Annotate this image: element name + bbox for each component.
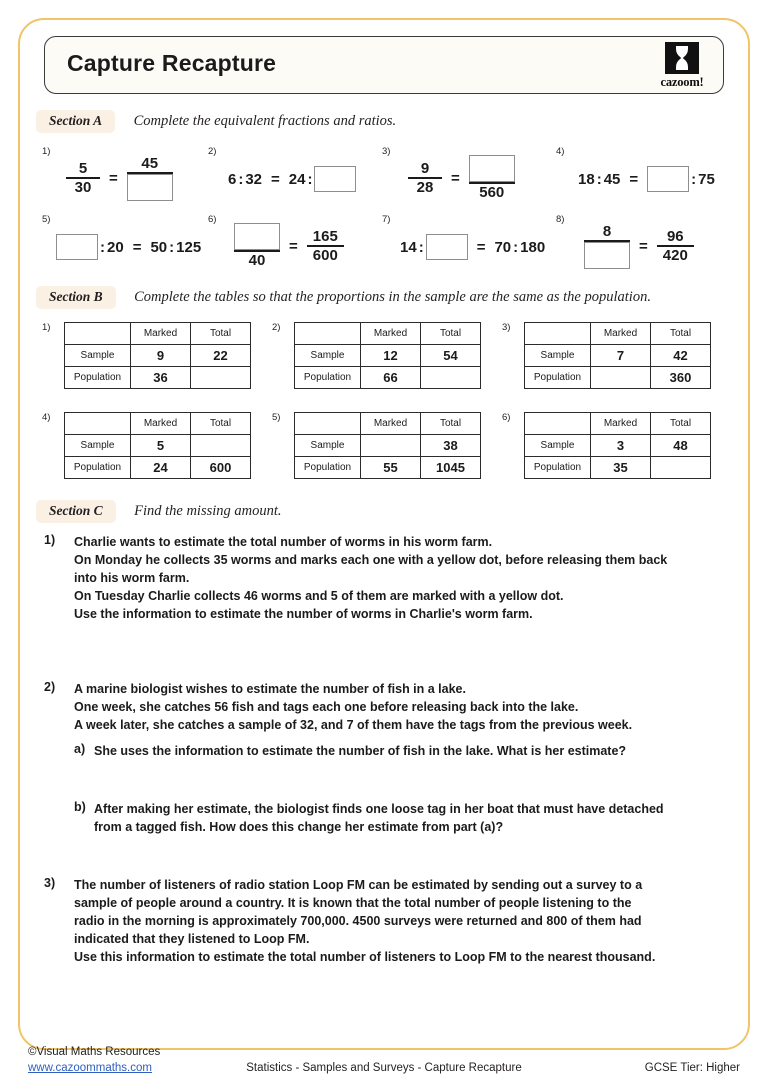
- cell-sample-total[interactable]: 54: [421, 345, 481, 367]
- cell-sample-total[interactable]: 22: [191, 345, 251, 367]
- ratio-term-a: 18: [578, 170, 595, 188]
- equals-sign: =: [132, 238, 142, 256]
- part-label: b): [74, 800, 86, 814]
- section-a-question-1: [42, 146, 212, 212]
- question-number: 4): [556, 146, 565, 157]
- equals-sign: =: [629, 170, 639, 188]
- denominator: 600: [312, 247, 338, 264]
- corner-cell: [295, 413, 361, 435]
- cell-population-total[interactable]: 1045: [421, 457, 481, 479]
- table-row: [525, 413, 711, 435]
- table-row: [295, 413, 481, 435]
- ratio-term-c: 24: [288, 170, 306, 188]
- part-text: [94, 800, 664, 836]
- fraction-left: [234, 223, 280, 269]
- fraction-right: [127, 155, 173, 201]
- section-c-header: [36, 500, 282, 522]
- column-header-marked: Marked: [131, 413, 191, 435]
- cell-sample-marked[interactable]: 12: [361, 345, 421, 367]
- column-header-total: Total: [421, 413, 481, 435]
- ratio-colon: :: [307, 170, 313, 188]
- question-number: 7): [382, 214, 391, 225]
- cell-population-marked[interactable]: 35: [591, 457, 651, 479]
- table-row: [295, 345, 481, 367]
- section-b-chip: Section B: [36, 286, 116, 309]
- ratio-term-a: 6: [228, 170, 237, 188]
- question-number: 3): [382, 146, 391, 157]
- corner-cell: [65, 413, 131, 435]
- text-line: On Monday he collects 35 worms and marks each one with a yellow dot, before releasing them back: [74, 553, 668, 567]
- row-label-population: Population: [295, 457, 361, 479]
- table-number: 1): [42, 322, 51, 333]
- section-a-question-2: [208, 146, 378, 212]
- section-b-table-4: [64, 412, 251, 479]
- equals-sign: =: [451, 169, 460, 187]
- question-number: 3): [44, 876, 56, 890]
- row-label-sample: Sample: [525, 435, 591, 457]
- denominator: 28: [416, 179, 434, 196]
- fraction-right: [307, 228, 344, 264]
- ratio-term-d: 180: [520, 238, 546, 256]
- answer-box[interactable]: [469, 155, 515, 182]
- text-line: Use the information to estimate the number of worms in Charlie's worm farm.: [74, 607, 533, 621]
- text-line: The number of listeners of radio station Loop FM can be estimated by sending out a survey to a: [74, 878, 643, 892]
- cell-population-marked[interactable]: 24: [131, 457, 191, 479]
- section-c-chip: Section C: [36, 500, 116, 523]
- text-line: A marine biologist wishes to estimate the number of fish in a lake.: [74, 682, 466, 696]
- footer-tier: GCSE Tier: Higher: [644, 1062, 740, 1074]
- section-a-question-8: [556, 214, 736, 280]
- text-line: Charlie wants to estimate the total number of worms in his worm farm.: [74, 535, 493, 549]
- section-a-question-7: [382, 214, 565, 280]
- numerator: 165: [312, 228, 338, 245]
- cazoom-logo: [653, 42, 711, 90]
- question-text: [74, 533, 667, 623]
- table-number: 4): [42, 412, 51, 423]
- table-row: [65, 413, 251, 435]
- question-number: 1): [44, 533, 56, 547]
- denominator: 420: [662, 247, 688, 264]
- cell-population-marked[interactable]: 36: [131, 367, 191, 389]
- part-label: a): [74, 742, 86, 756]
- cell-population-total[interactable]: [191, 367, 251, 389]
- text-line: Use this information to estimate the total number of listeners to Loop FM to the nearest thousand.: [74, 950, 656, 964]
- cell-sample-marked[interactable]: [361, 435, 421, 457]
- ratio-colon: :: [513, 238, 519, 256]
- section-b-table-6: [524, 412, 711, 479]
- text-line: sample of people around a country. It is known that the total number of people listening to the: [74, 896, 632, 910]
- section-a-question-3: [382, 146, 552, 212]
- row-label-population: Population: [295, 367, 361, 389]
- denominator: 560: [479, 184, 505, 201]
- cell-sample-marked[interactable]: 9: [131, 345, 191, 367]
- row-label-population: Population: [65, 367, 131, 389]
- hourglass-icon: [665, 42, 699, 74]
- question-number: 8): [556, 214, 565, 225]
- table-row: [525, 367, 711, 389]
- ratio-colon: :: [418, 238, 424, 256]
- table-row: [65, 323, 251, 345]
- section-b-table-1: [64, 322, 251, 389]
- table-number: 6): [502, 412, 511, 423]
- cell-population-total[interactable]: 360: [651, 367, 711, 389]
- answer-box[interactable]: [56, 234, 98, 260]
- table-row: [295, 323, 481, 345]
- answer-box[interactable]: [127, 174, 173, 201]
- table-number: 3): [502, 322, 511, 333]
- question-text: [74, 680, 632, 734]
- fraction-left: [408, 160, 442, 196]
- table-row: [295, 367, 481, 389]
- footer-topic: Statistics - Samples and Surveys - Capture Recapture: [246, 1062, 522, 1074]
- numerator: 96: [666, 228, 684, 245]
- table-row: [525, 457, 711, 479]
- denominator: 40: [248, 252, 266, 269]
- fraction-left: [584, 223, 630, 269]
- cell-sample-total[interactable]: 48: [651, 435, 711, 457]
- cell-population-total[interactable]: [421, 367, 481, 389]
- answer-box[interactable]: [647, 166, 689, 192]
- ratio-term-b: 45: [603, 170, 621, 188]
- copyright-text: ©Visual Maths Resources: [28, 1046, 161, 1058]
- row-label-population: Population: [65, 457, 131, 479]
- text-line: She uses the information to estimate the number of fish in the lake. What is her estimate?: [94, 744, 627, 758]
- table-number: 5): [272, 412, 281, 423]
- section-b-table-5: [294, 412, 481, 479]
- row-label-population: Population: [525, 457, 591, 479]
- question-text: [74, 876, 655, 966]
- row-label-sample: Sample: [295, 345, 361, 367]
- ratio-term-b: 20: [107, 238, 124, 256]
- corner-cell: [525, 323, 591, 345]
- page-footer: [0, 1044, 768, 1086]
- cell-population-total[interactable]: 600: [191, 457, 251, 479]
- equals-sign: =: [271, 170, 280, 188]
- section-b-description: Complete the tables so that the proportions in the sample are the same as the population.: [134, 289, 651, 305]
- section-b-header: [36, 286, 651, 308]
- worksheet-title-bar: [44, 36, 724, 94]
- column-header-marked: Marked: [131, 323, 191, 345]
- ratio-colon: :: [596, 170, 602, 188]
- part-text: [94, 742, 626, 760]
- corner-cell: [65, 323, 131, 345]
- ratio-colon: :: [100, 238, 105, 256]
- table-row: [65, 367, 251, 389]
- numerator: 5: [78, 160, 88, 177]
- ratio-term-d: 75: [698, 170, 715, 188]
- text-line: indicated that they listened to Loop FM.: [74, 932, 310, 946]
- logo-wordmark: cazoom!: [660, 75, 704, 89]
- question-number: 5): [42, 214, 51, 225]
- row-label-sample: Sample: [65, 345, 131, 367]
- column-header-marked: Marked: [591, 323, 651, 345]
- row-label-sample: Sample: [65, 435, 131, 457]
- cell-population-marked[interactable]: 55: [361, 457, 421, 479]
- table-row: [525, 345, 711, 367]
- text-line: radio in the morning is approximately 700,000. 4500 surveys were returned and 800 of them had: [74, 914, 642, 928]
- ratio-colon: :: [169, 238, 175, 256]
- text-line: A week later, she catches a sample of 32, and 7 of them have the tags from the previous week.: [74, 718, 633, 732]
- table-row: [65, 435, 251, 457]
- column-header-total: Total: [191, 413, 251, 435]
- table-row: [525, 435, 711, 457]
- row-label-sample: Sample: [525, 345, 591, 367]
- text-line: into his worm farm.: [74, 571, 190, 585]
- cell-sample-marked[interactable]: 5: [131, 435, 191, 457]
- question-number: 2): [208, 146, 217, 157]
- section-a-header: [36, 110, 396, 132]
- table-row: [65, 457, 251, 479]
- column-header-marked: Marked: [361, 413, 421, 435]
- section-a-chip: Section A: [36, 110, 115, 133]
- ratio-colon: :: [691, 170, 697, 188]
- text-line: One week, she catches 56 fish and tags each one before releasing back into the lake.: [74, 700, 579, 714]
- answer-box[interactable]: [314, 166, 356, 192]
- column-header-total: Total: [651, 413, 711, 435]
- column-header-total: Total: [421, 323, 481, 345]
- ratio-term-c: 70: [494, 238, 512, 256]
- column-header-marked: Marked: [361, 323, 421, 345]
- cell-sample-marked[interactable]: 7: [591, 345, 651, 367]
- table-row: [525, 323, 711, 345]
- ratio-term-b: 32: [245, 170, 263, 188]
- corner-cell: [525, 413, 591, 435]
- text-line: On Tuesday Charlie collects 46 worms and 5 of them are marked with a yellow dot.: [74, 589, 564, 603]
- fraction-right: [469, 155, 515, 201]
- row-label-sample: Sample: [295, 435, 361, 457]
- cell-population-marked[interactable]: [591, 367, 651, 389]
- table-row: [295, 457, 481, 479]
- ratio-term-a: 14: [400, 238, 417, 256]
- section-b-table-2: [294, 322, 481, 389]
- ratio-term-d: 125: [176, 238, 202, 256]
- fraction-right: [657, 228, 694, 264]
- equals-sign: =: [476, 238, 486, 256]
- text-line: from a tagged fish. How does this change her estimate from part (a)?: [94, 820, 504, 834]
- column-header-total: Total: [191, 323, 251, 345]
- answer-box[interactable]: [584, 242, 630, 269]
- ratio-colon: :: [238, 170, 244, 188]
- table-number: 2): [272, 322, 281, 333]
- page-title: Capture Recapture: [67, 50, 277, 76]
- row-label-population: Population: [525, 367, 591, 389]
- text-line: After making her estimate, the biologist finds one loose tag in her boat that must have detached: [94, 802, 664, 816]
- table-row: [65, 345, 251, 367]
- fraction-left: [66, 160, 100, 196]
- cell-sample-total[interactable]: 42: [651, 345, 711, 367]
- table-row: [295, 435, 481, 457]
- numerator: 45: [141, 155, 159, 172]
- equals-sign: =: [109, 169, 118, 187]
- cell-population-total[interactable]: [651, 457, 711, 479]
- corner-cell: [295, 323, 361, 345]
- column-header-total: Total: [651, 323, 711, 345]
- answer-box[interactable]: [234, 223, 280, 250]
- question-number: 1): [42, 146, 51, 157]
- cell-sample-total[interactable]: 38: [421, 435, 481, 457]
- question-number: 2): [44, 680, 56, 694]
- numerator: 8: [602, 223, 612, 240]
- section-a-description: Complete the equivalent fractions and ratios.: [133, 113, 397, 129]
- cell-sample-marked[interactable]: 3: [591, 435, 651, 457]
- cell-population-marked[interactable]: 66: [361, 367, 421, 389]
- numerator: 9: [420, 160, 430, 177]
- website-link[interactable]: www.cazoommaths.com: [28, 1062, 152, 1074]
- section-c-description: Find the missing amount.: [134, 503, 282, 519]
- ratio-term-c: 50: [150, 238, 168, 256]
- equals-sign: =: [639, 237, 648, 255]
- section-b-table-3: [524, 322, 711, 389]
- cell-sample-total[interactable]: [191, 435, 251, 457]
- section-a-question-4: [556, 146, 736, 212]
- answer-box[interactable]: [426, 234, 468, 260]
- column-header-marked: Marked: [591, 413, 651, 435]
- section-a-question-5: [42, 214, 222, 280]
- question-number: 6): [208, 214, 217, 225]
- equals-sign: =: [289, 237, 298, 255]
- section-a-question-6: [208, 214, 391, 280]
- denominator: 30: [74, 179, 92, 196]
